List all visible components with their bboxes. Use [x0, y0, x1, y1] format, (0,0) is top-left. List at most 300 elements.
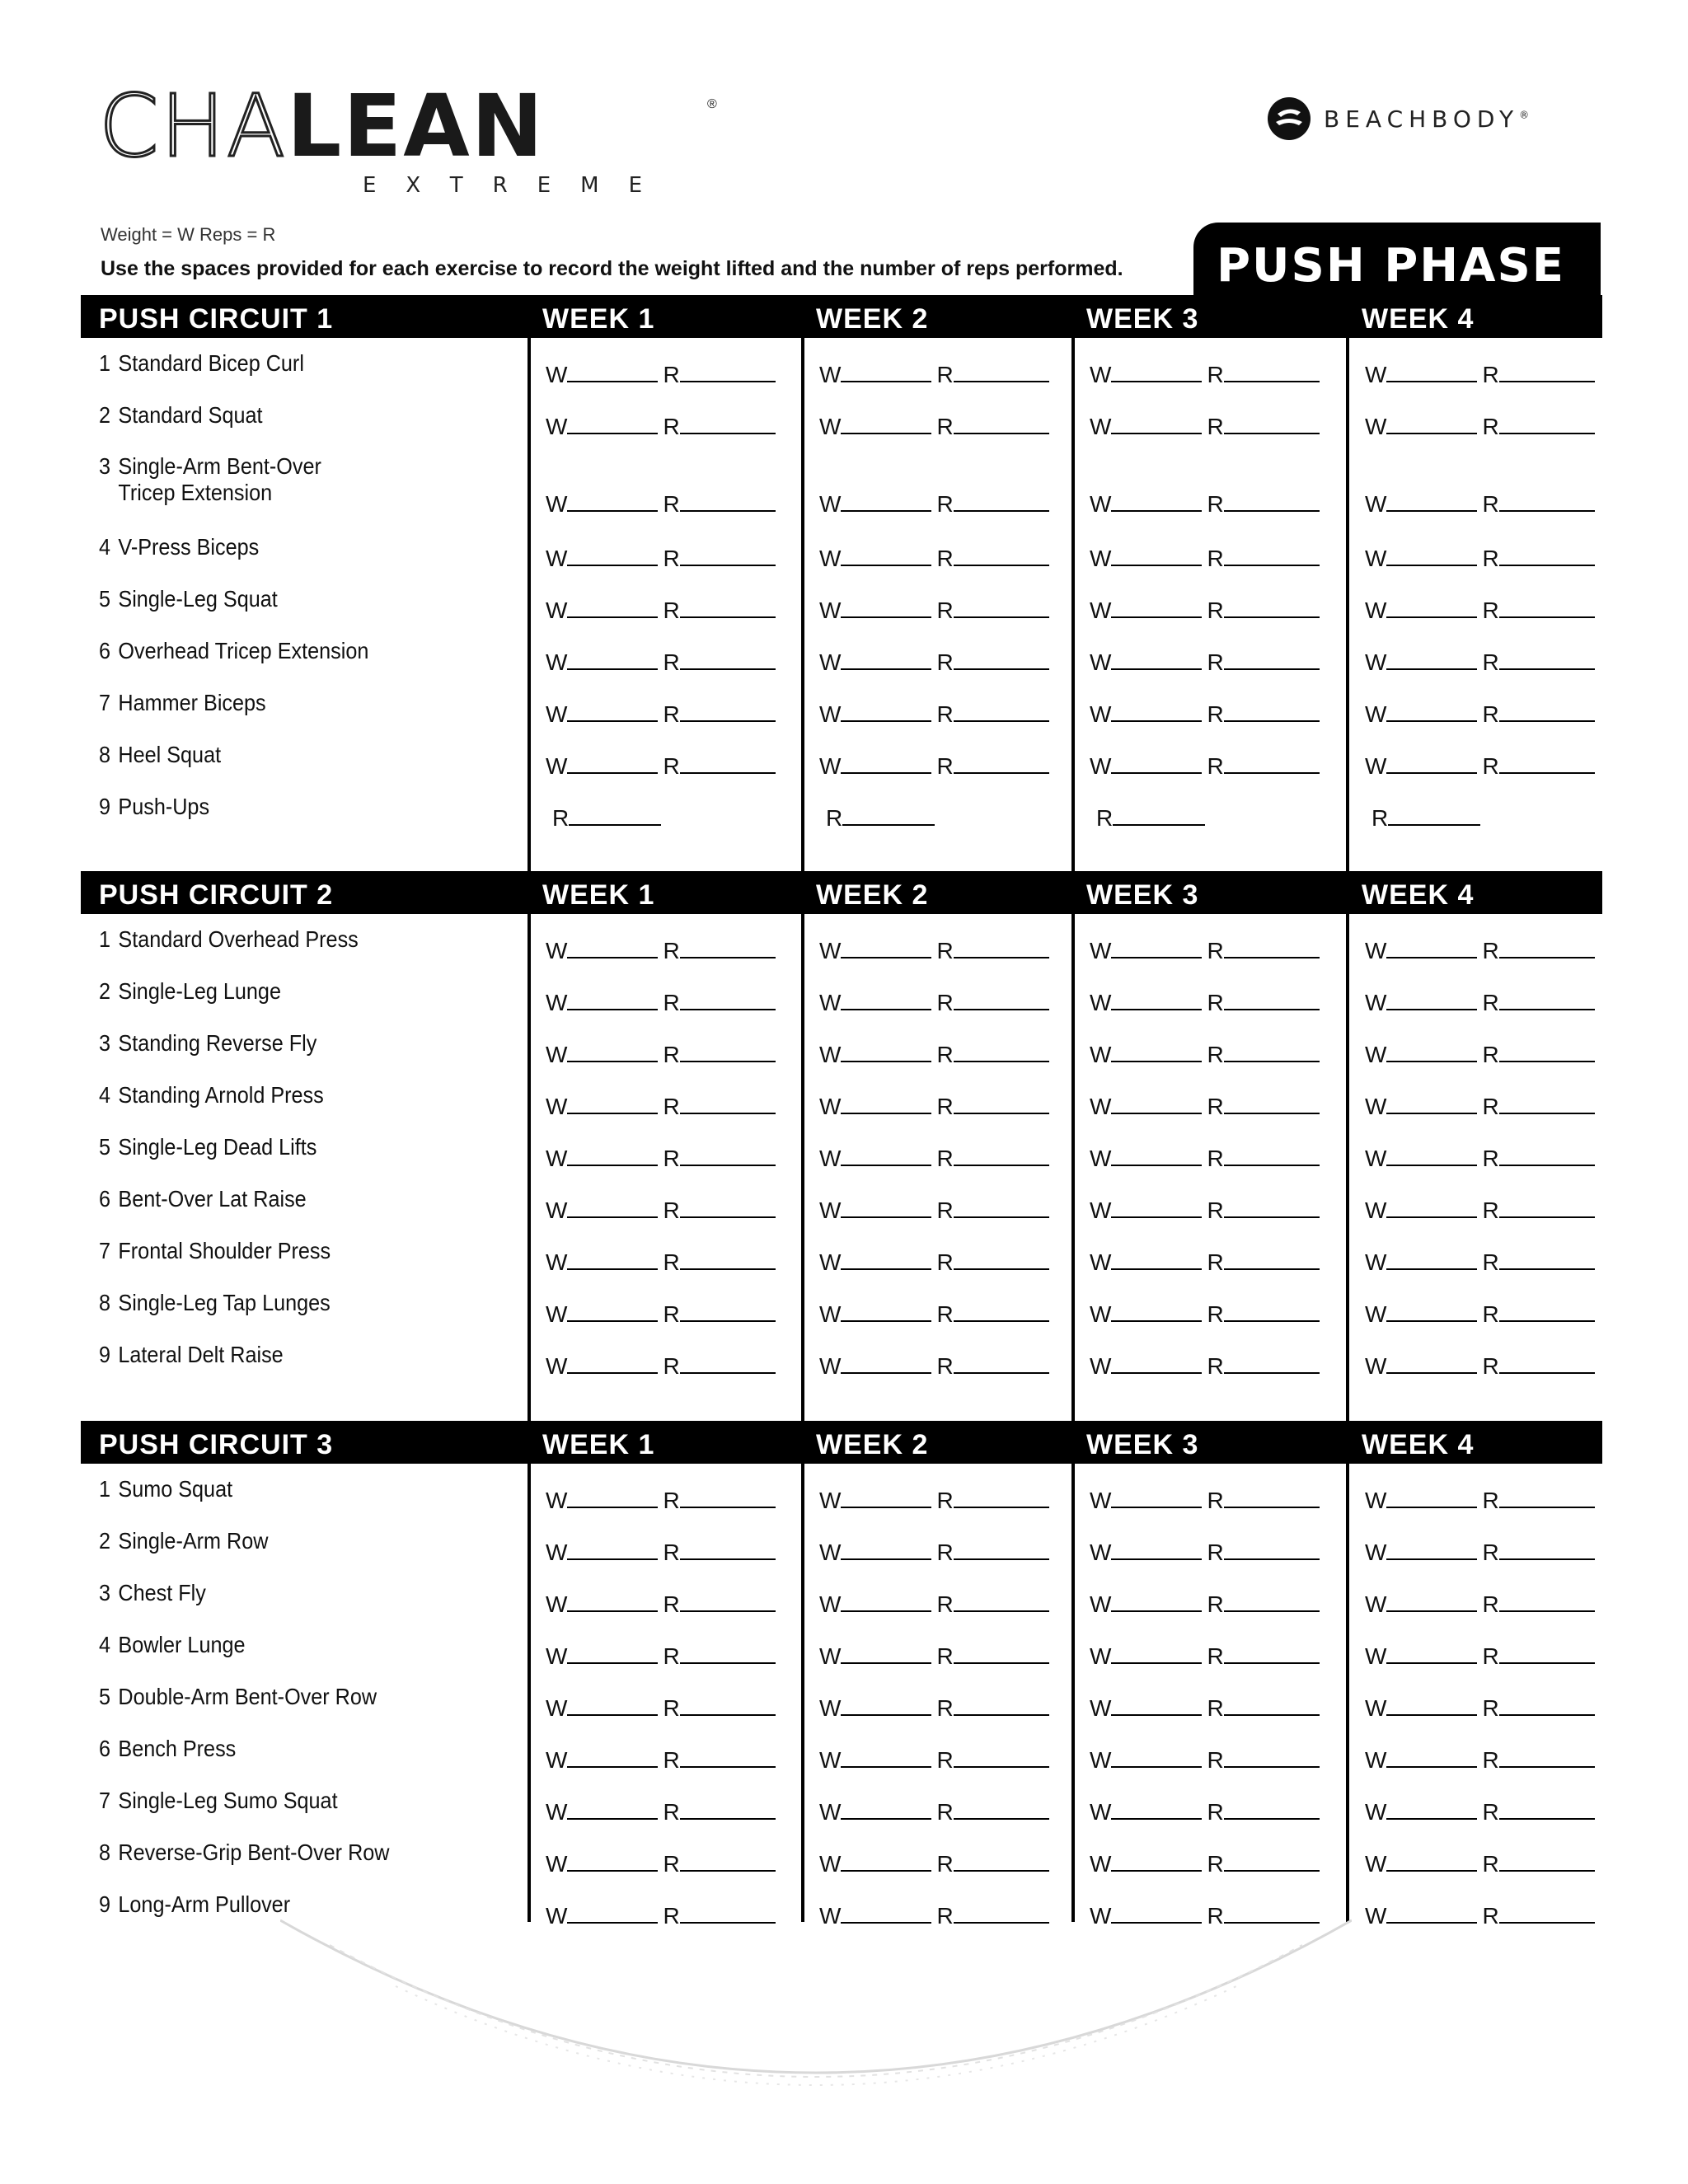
- reps-field-line: [1499, 1319, 1595, 1322]
- reps-field[interactable]: [1482, 546, 1594, 572]
- weight-field-label: W: [546, 1903, 568, 1929]
- reps-field[interactable]: [936, 1747, 1048, 1774]
- weight-field[interactable]: [546, 701, 658, 728]
- reps-field-label: R: [663, 598, 680, 623]
- weight-field-line: [1111, 380, 1202, 382]
- exercise-label: [99, 1736, 236, 1762]
- weight-field-line: [1386, 956, 1477, 958]
- week-header: WEEK 3: [1086, 879, 1199, 911]
- weight-field[interactable]: [819, 649, 931, 676]
- weight-field[interactable]: [819, 1591, 931, 1618]
- reps-field[interactable]: [1482, 990, 1594, 1016]
- reps-field[interactable]: [663, 1488, 775, 1514]
- weight-field[interactable]: [1090, 491, 1202, 518]
- reps-field[interactable]: [663, 1695, 775, 1722]
- reps-field[interactable]: [1482, 1540, 1594, 1566]
- weight-field[interactable]: [1365, 1591, 1477, 1618]
- reps-field[interactable]: [663, 414, 775, 440]
- weight-field[interactable]: [1365, 753, 1477, 780]
- reps-field[interactable]: [936, 1851, 1048, 1877]
- column-divider: [1071, 338, 1075, 872]
- weight-field[interactable]: [819, 1643, 931, 1670]
- week-header: WEEK 2: [816, 1429, 929, 1460]
- weight-field[interactable]: [1090, 1695, 1202, 1722]
- weight-field[interactable]: [1365, 1643, 1477, 1670]
- weight-field[interactable]: [546, 598, 658, 624]
- weight-field[interactable]: [819, 701, 931, 728]
- weight-field[interactable]: [1365, 1799, 1477, 1825]
- reps-field[interactable]: [1482, 1146, 1594, 1172]
- exercise-number: 2: [99, 978, 111, 1004]
- reps-field[interactable]: [663, 1197, 775, 1224]
- reps-field-line: [680, 1661, 776, 1664]
- weight-field[interactable]: [1090, 546, 1202, 572]
- weight-field[interactable]: [819, 1094, 931, 1120]
- reps-field-label: R: [663, 1353, 680, 1379]
- reps-field-line: [1499, 956, 1595, 958]
- reps-field[interactable]: [936, 649, 1048, 676]
- reps-field[interactable]: [936, 1799, 1048, 1825]
- week-entry-cell: [819, 1799, 1049, 1825]
- weight-field[interactable]: [1090, 1591, 1202, 1618]
- reps-field[interactable]: [1207, 649, 1319, 676]
- reps-field[interactable]: [1372, 805, 1480, 832]
- reps-field[interactable]: [1207, 1851, 1319, 1877]
- reps-field-line: [1499, 1060, 1595, 1062]
- weight-field[interactable]: [1365, 1488, 1477, 1514]
- reps-field[interactable]: [1482, 1695, 1594, 1722]
- reps-field[interactable]: [1482, 753, 1594, 780]
- reps-field[interactable]: [552, 805, 661, 832]
- reps-field-line: [1499, 564, 1595, 566]
- reps-field[interactable]: [1482, 1197, 1594, 1224]
- weight-field[interactable]: [1090, 1540, 1202, 1566]
- weight-field[interactable]: [546, 1747, 658, 1774]
- reps-field[interactable]: [663, 1353, 775, 1380]
- reps-field[interactable]: [1207, 701, 1319, 728]
- reps-field-label: R: [936, 1353, 954, 1379]
- reps-field[interactable]: [936, 701, 1048, 728]
- reps-field[interactable]: [936, 1197, 1048, 1224]
- reps-field[interactable]: [1207, 1301, 1319, 1328]
- weight-field-line: [1386, 719, 1477, 722]
- weight-field[interactable]: [819, 1301, 931, 1328]
- reps-field[interactable]: [1482, 1094, 1594, 1120]
- reps-field[interactable]: [936, 1249, 1048, 1276]
- reps-field-line: [680, 719, 776, 722]
- weight-field[interactable]: [546, 1353, 658, 1380]
- reps-field[interactable]: [1207, 598, 1319, 624]
- reps-field[interactable]: [1207, 1146, 1319, 1172]
- weight-field-line: [841, 1268, 931, 1270]
- weight-field-label: W: [1365, 1695, 1387, 1721]
- weight-field[interactable]: [1365, 1301, 1477, 1328]
- weight-field[interactable]: [1090, 1851, 1202, 1877]
- weight-field[interactable]: [819, 1695, 931, 1722]
- weight-field-line: [1386, 432, 1477, 434]
- reps-field[interactable]: [936, 598, 1048, 624]
- weight-field[interactable]: [1090, 701, 1202, 728]
- exercise-name: Single-Leg Tap Lunges: [118, 1290, 331, 1315]
- reps-field[interactable]: [1482, 1042, 1594, 1068]
- weight-field[interactable]: [1365, 701, 1477, 728]
- weight-field[interactable]: [1090, 1353, 1202, 1380]
- weight-field-line: [1386, 1765, 1477, 1768]
- weight-field[interactable]: [1365, 1353, 1477, 1380]
- weight-field[interactable]: [1090, 1643, 1202, 1670]
- reps-field[interactable]: [1207, 1540, 1319, 1566]
- week-entry-cell: [1365, 1197, 1595, 1224]
- reps-field-line: [954, 432, 1049, 434]
- weight-field[interactable]: [546, 1695, 658, 1722]
- weight-field[interactable]: [546, 1851, 658, 1877]
- column-divider: [1071, 914, 1075, 1421]
- weight-field[interactable]: [1365, 1146, 1477, 1172]
- reps-field[interactable]: [936, 1488, 1048, 1514]
- reps-field-line: [680, 1558, 776, 1560]
- reps-field[interactable]: [663, 546, 775, 572]
- reps-field-label: R: [1482, 598, 1499, 623]
- week-entry-cell: [546, 1851, 776, 1877]
- weight-field-line: [1111, 432, 1202, 434]
- reps-field[interactable]: [663, 362, 775, 388]
- reps-field-line: [842, 823, 935, 826]
- reps-field[interactable]: [936, 753, 1048, 780]
- reps-field[interactable]: [1207, 1695, 1319, 1722]
- weight-field[interactable]: [819, 938, 931, 964]
- reps-field[interactable]: [826, 805, 935, 832]
- weight-field-line: [567, 1112, 658, 1114]
- reps-field[interactable]: [1482, 491, 1594, 518]
- weight-field[interactable]: [1365, 414, 1477, 440]
- weight-field[interactable]: [1365, 1903, 1477, 1929]
- weight-field[interactable]: [546, 1146, 658, 1172]
- weight-field[interactable]: [1365, 1540, 1477, 1566]
- weight-field-label: W: [546, 598, 568, 623]
- weight-field[interactable]: [819, 414, 931, 440]
- reps-field[interactable]: [936, 1643, 1048, 1670]
- reps-field-line: [954, 1319, 1049, 1322]
- reps-field-label: R: [936, 1094, 954, 1119]
- weight-field[interactable]: [1090, 1197, 1202, 1224]
- week-entry-cell: [546, 1591, 776, 1618]
- weight-field[interactable]: [546, 649, 658, 676]
- reps-field[interactable]: [663, 1146, 775, 1172]
- weight-field[interactable]: [546, 362, 658, 388]
- chalean-logo: [99, 76, 545, 176]
- reps-field[interactable]: [663, 1301, 775, 1328]
- reps-field[interactable]: [663, 491, 775, 518]
- reps-field[interactable]: [1482, 701, 1594, 728]
- weight-field-line: [1386, 1216, 1477, 1218]
- reps-field[interactable]: [936, 990, 1048, 1016]
- reps-field[interactable]: [1207, 1488, 1319, 1514]
- reps-field[interactable]: [1207, 491, 1319, 518]
- weight-field[interactable]: [1090, 414, 1202, 440]
- exercise-number: 9: [99, 1342, 111, 1367]
- reps-field[interactable]: [936, 1591, 1048, 1618]
- reps-field[interactable]: [1482, 1353, 1594, 1380]
- reps-field-line: [1499, 1765, 1595, 1768]
- reps-field[interactable]: [1482, 1799, 1594, 1825]
- weight-field[interactable]: [1090, 990, 1202, 1016]
- reps-field[interactable]: [1207, 1643, 1319, 1670]
- weight-field-line: [1386, 1268, 1477, 1270]
- weight-field-line: [567, 1216, 658, 1218]
- exercise-name: Bench Press: [118, 1736, 237, 1761]
- reps-field[interactable]: [936, 491, 1048, 518]
- exercise-label: [99, 1134, 316, 1160]
- reps-field[interactable]: [1482, 1301, 1594, 1328]
- weight-field-line: [1111, 616, 1202, 618]
- reps-field-line: [1388, 823, 1480, 826]
- reps-field-label: R: [663, 1249, 680, 1275]
- reps-field-line: [1224, 1008, 1320, 1010]
- reps-field-line: [1499, 1713, 1595, 1716]
- weight-field[interactable]: [1365, 546, 1477, 572]
- reps-field[interactable]: [663, 598, 775, 624]
- weight-field-line: [1386, 1921, 1477, 1924]
- week-entry-cell: [546, 1540, 776, 1566]
- weight-field[interactable]: [819, 546, 931, 572]
- weight-field-label: W: [546, 1851, 568, 1877]
- weight-field[interactable]: [546, 990, 658, 1016]
- exercise-name: Push-Ups: [118, 794, 210, 819]
- weight-field[interactable]: [1090, 753, 1202, 780]
- weight-field-label: W: [819, 649, 842, 675]
- weight-field[interactable]: [819, 1747, 931, 1774]
- week-entry-cell: [819, 753, 1049, 780]
- reps-field[interactable]: [1482, 1591, 1594, 1618]
- weight-field[interactable]: [546, 753, 658, 780]
- weight-field[interactable]: [1365, 491, 1477, 518]
- weight-field[interactable]: [1090, 649, 1202, 676]
- weight-field-label: W: [546, 1695, 568, 1721]
- reps-field-label: R: [1482, 1301, 1499, 1327]
- reps-field-label: R: [663, 1488, 680, 1513]
- reps-field[interactable]: [936, 1353, 1048, 1380]
- reps-field[interactable]: [1096, 805, 1205, 832]
- reps-field[interactable]: [1207, 1591, 1319, 1618]
- reps-field[interactable]: [1482, 649, 1594, 676]
- week-entry-cell: [819, 1146, 1049, 1172]
- weight-field-line: [1386, 1713, 1477, 1716]
- weight-field[interactable]: [546, 1540, 658, 1566]
- weight-field-label: W: [546, 753, 568, 779]
- reps-field[interactable]: [663, 1094, 775, 1120]
- weight-field[interactable]: [819, 362, 931, 388]
- weight-field[interactable]: [1365, 938, 1477, 964]
- weight-field[interactable]: [819, 598, 931, 624]
- reps-field[interactable]: [936, 1042, 1048, 1068]
- weight-field-line: [567, 1558, 658, 1560]
- exercise-label: [99, 1030, 316, 1057]
- weight-field[interactable]: [1365, 1042, 1477, 1068]
- reps-field-label: R: [663, 938, 680, 963]
- weight-field[interactable]: [1090, 1799, 1202, 1825]
- weight-field[interactable]: [1090, 1301, 1202, 1328]
- reps-field[interactable]: [1482, 1249, 1594, 1276]
- weight-field[interactable]: [1090, 1747, 1202, 1774]
- weight-field[interactable]: [1365, 990, 1477, 1016]
- reps-field[interactable]: [936, 1146, 1048, 1172]
- reps-field[interactable]: [663, 649, 775, 676]
- reps-field[interactable]: [1482, 362, 1594, 388]
- weight-field[interactable]: [546, 1249, 658, 1276]
- reps-field[interactable]: [1482, 1488, 1594, 1514]
- reps-field[interactable]: [1482, 1851, 1594, 1877]
- reps-field[interactable]: [936, 414, 1048, 440]
- weight-field[interactable]: [546, 938, 658, 964]
- column-divider: [1071, 1464, 1075, 1922]
- reps-field[interactable]: [1207, 1042, 1319, 1068]
- weight-field[interactable]: [819, 1042, 931, 1068]
- reps-field[interactable]: [1207, 1799, 1319, 1825]
- week-entry-cell: [1365, 1094, 1595, 1120]
- reps-field[interactable]: [1482, 1903, 1594, 1929]
- weight-field[interactable]: [819, 1353, 931, 1380]
- weight-field[interactable]: [819, 1146, 931, 1172]
- reps-field[interactable]: [1207, 1249, 1319, 1276]
- weight-field[interactable]: [1365, 1851, 1477, 1877]
- weight-field-label: W: [1090, 362, 1112, 387]
- weight-field[interactable]: [819, 1197, 931, 1224]
- weight-field[interactable]: [546, 546, 658, 572]
- week-entry-cell: [1090, 753, 1320, 780]
- weight-field[interactable]: [1090, 362, 1202, 388]
- weight-field[interactable]: [1365, 598, 1477, 624]
- weight-field-line: [567, 1268, 658, 1270]
- reps-field-line: [954, 719, 1049, 722]
- weight-field[interactable]: [1090, 1042, 1202, 1068]
- reps-field[interactable]: [663, 1540, 775, 1566]
- weight-field-line: [567, 1008, 658, 1010]
- reps-field[interactable]: [663, 1747, 775, 1774]
- reps-field[interactable]: [663, 1643, 775, 1670]
- reps-field[interactable]: [936, 362, 1048, 388]
- reps-field-label: R: [936, 701, 954, 727]
- weight-field[interactable]: [1090, 938, 1202, 964]
- weight-field[interactable]: [1365, 1094, 1477, 1120]
- reps-field-label: R: [1482, 362, 1499, 387]
- weight-field[interactable]: [546, 1197, 658, 1224]
- reps-field[interactable]: [1207, 1747, 1319, 1774]
- weight-field[interactable]: [546, 491, 658, 518]
- reps-field[interactable]: [936, 1301, 1048, 1328]
- weight-field[interactable]: [819, 491, 931, 518]
- reps-field[interactable]: [663, 753, 775, 780]
- exercise-name: Standard Bicep Curl: [118, 350, 304, 376]
- reps-field[interactable]: [936, 938, 1048, 964]
- reps-field-label: R: [936, 649, 954, 675]
- weight-field[interactable]: [819, 1249, 931, 1276]
- weight-field-line: [1111, 1164, 1202, 1166]
- reps-field[interactable]: [663, 990, 775, 1016]
- reps-field[interactable]: [1207, 1197, 1319, 1224]
- reps-field[interactable]: [936, 546, 1048, 572]
- reps-field[interactable]: [936, 1094, 1048, 1120]
- weight-field[interactable]: [1090, 1488, 1202, 1514]
- reps-field[interactable]: [936, 1540, 1048, 1566]
- weight-field[interactable]: [546, 1301, 658, 1328]
- reps-field[interactable]: [1207, 1353, 1319, 1380]
- weight-field[interactable]: [819, 1799, 931, 1825]
- reps-field[interactable]: [1207, 414, 1319, 440]
- reps-field[interactable]: [1482, 1747, 1594, 1774]
- weight-field[interactable]: [1090, 598, 1202, 624]
- weight-field[interactable]: [819, 1851, 931, 1877]
- reps-field[interactable]: [1207, 362, 1319, 388]
- weight-field[interactable]: [546, 1488, 658, 1514]
- weight-field-line: [1386, 1661, 1477, 1664]
- exercise-name: Standard Squat: [118, 402, 263, 428]
- weight-field[interactable]: [819, 753, 931, 780]
- exercise-name: Reverse-Grip Bent-Over Row: [118, 1840, 390, 1865]
- reps-field[interactable]: [663, 938, 775, 964]
- reps-field[interactable]: [663, 1851, 775, 1877]
- weight-field-line: [1386, 616, 1477, 618]
- weight-field[interactable]: [546, 1042, 658, 1068]
- weight-field[interactable]: [1365, 1747, 1477, 1774]
- weight-field[interactable]: [819, 1488, 931, 1514]
- weight-field[interactable]: [819, 990, 931, 1016]
- weight-field[interactable]: [1090, 1094, 1202, 1120]
- reps-field[interactable]: [1207, 753, 1319, 780]
- weight-field[interactable]: [546, 1591, 658, 1618]
- reps-field[interactable]: [1482, 414, 1594, 440]
- reps-field[interactable]: [1482, 938, 1594, 964]
- reps-field[interactable]: [663, 1799, 775, 1825]
- weight-field-line: [1386, 564, 1477, 566]
- weight-field[interactable]: [546, 1799, 658, 1825]
- weight-field[interactable]: [1090, 1146, 1202, 1172]
- exercise-name: Bowler Lunge: [118, 1632, 246, 1657]
- weight-field[interactable]: [1365, 649, 1477, 676]
- weight-field[interactable]: [1365, 1249, 1477, 1276]
- exercise-name: Single-Leg Dead Lifts: [118, 1134, 317, 1160]
- reps-field-label: R: [1207, 990, 1224, 1015]
- weight-field-label: W: [1365, 598, 1387, 623]
- week-entry-cell: [1365, 1540, 1595, 1566]
- reps-field[interactable]: [1207, 546, 1319, 572]
- reps-field[interactable]: [663, 1042, 775, 1068]
- week-entry-cell: [1090, 1249, 1320, 1276]
- reps-field[interactable]: [663, 1249, 775, 1276]
- circuit-header: [81, 295, 1602, 338]
- weight-field[interactable]: [546, 1094, 658, 1120]
- weight-field[interactable]: [819, 1540, 931, 1566]
- reps-field[interactable]: [1482, 598, 1594, 624]
- reps-field[interactable]: [663, 1591, 775, 1618]
- week-entry-cell: [1365, 1747, 1595, 1774]
- weight-field[interactable]: [546, 414, 658, 440]
- weight-field[interactable]: [1365, 362, 1477, 388]
- reps-field-label: R: [936, 938, 954, 963]
- weight-field[interactable]: [1090, 1249, 1202, 1276]
- weight-field[interactable]: [1365, 1197, 1477, 1224]
- weight-field-line: [1111, 1319, 1202, 1322]
- reps-field[interactable]: [1207, 1094, 1319, 1120]
- reps-field[interactable]: [936, 1695, 1048, 1722]
- exercise-label: [99, 402, 263, 429]
- weight-field[interactable]: [546, 1643, 658, 1670]
- reps-field[interactable]: [663, 701, 775, 728]
- reps-field[interactable]: [1207, 938, 1319, 964]
- weight-field[interactable]: [1365, 1695, 1477, 1722]
- reps-field[interactable]: [1207, 990, 1319, 1016]
- reps-field-line: [954, 1765, 1049, 1768]
- reps-field[interactable]: [1482, 1643, 1594, 1670]
